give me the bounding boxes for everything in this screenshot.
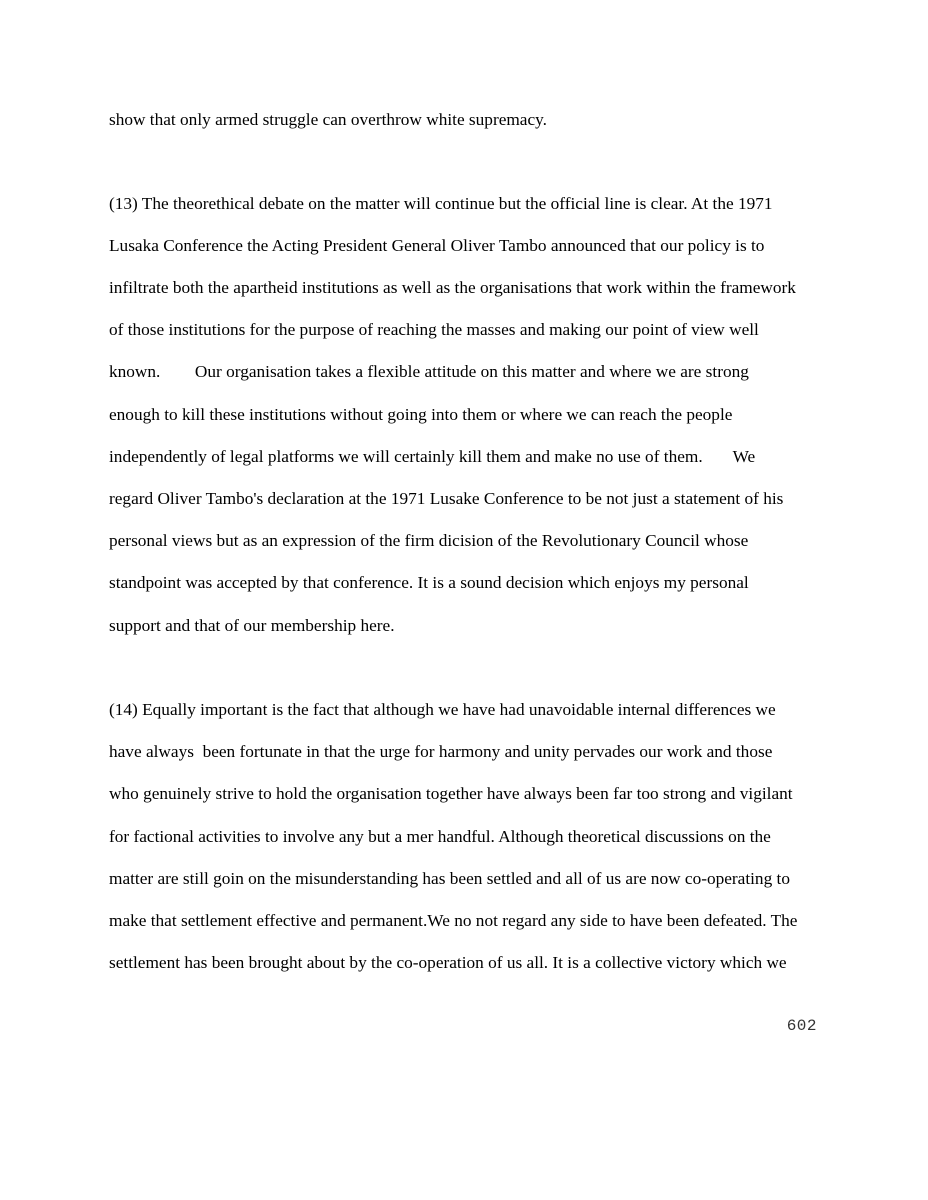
- text-line: independently of legal platforms we will certainly kill them and make no use of them. We: [109, 447, 756, 466]
- text-line: of those institutions for the purpose of reaching the masses and making our point of view well: [109, 320, 759, 339]
- text-line: support and that of our membership here.: [109, 616, 395, 635]
- text-line: for factional activities to involve any but a mer handful. Although theoretical discussions on the: [109, 827, 771, 846]
- text-line: standpoint was accepted by that conference. It is a sound decision which enjoys my personal: [109, 573, 749, 592]
- text-line: who genuinely strive to hold the organisation together have always been far too strong and vigilant: [109, 784, 793, 803]
- text-line: (13) The theorethical debate on the matter will continue but the official line is clear. At the 1971: [109, 194, 773, 213]
- text-line: personal views but as an expression of the firm dicision of the Revolutionary Council whose: [109, 531, 749, 550]
- text-line: (14) Equally important is the fact that although we have had unavoidable internal differences we: [109, 700, 776, 719]
- text-line: enough to kill these institutions without going into them or where we can reach the people: [109, 405, 733, 424]
- text-line: show that only armed struggle can overthrow white supremacy.: [109, 110, 547, 129]
- text-line: have always been fortunate in that the urge for harmony and unity pervades our work and those: [109, 742, 773, 761]
- text-line: settlement has been brought about by the co-operation of us all. It is a collective victory which we: [109, 953, 787, 972]
- text-line: known. Our organisation takes a flexible attitude on this matter and where we are strong: [109, 362, 749, 381]
- text-line: Lusaka Conference the Acting President General Oliver Tambo announced that our policy is to: [109, 236, 765, 255]
- text-line: infiltrate both the apartheid institutions as well as the organisations that work within the framework: [109, 278, 796, 297]
- text-line: make that settlement effective and permanent.We no not regard any side to have been defeated. The: [109, 911, 798, 930]
- text-line: matter are still goin on the misunderstanding has been settled and all of us are now co-operating to: [109, 869, 790, 888]
- text-line: regard Oliver Tambo's declaration at the 1971 Lusake Conference to be not just a statement of his: [109, 489, 784, 508]
- page-number: 602: [786, 1017, 817, 1035]
